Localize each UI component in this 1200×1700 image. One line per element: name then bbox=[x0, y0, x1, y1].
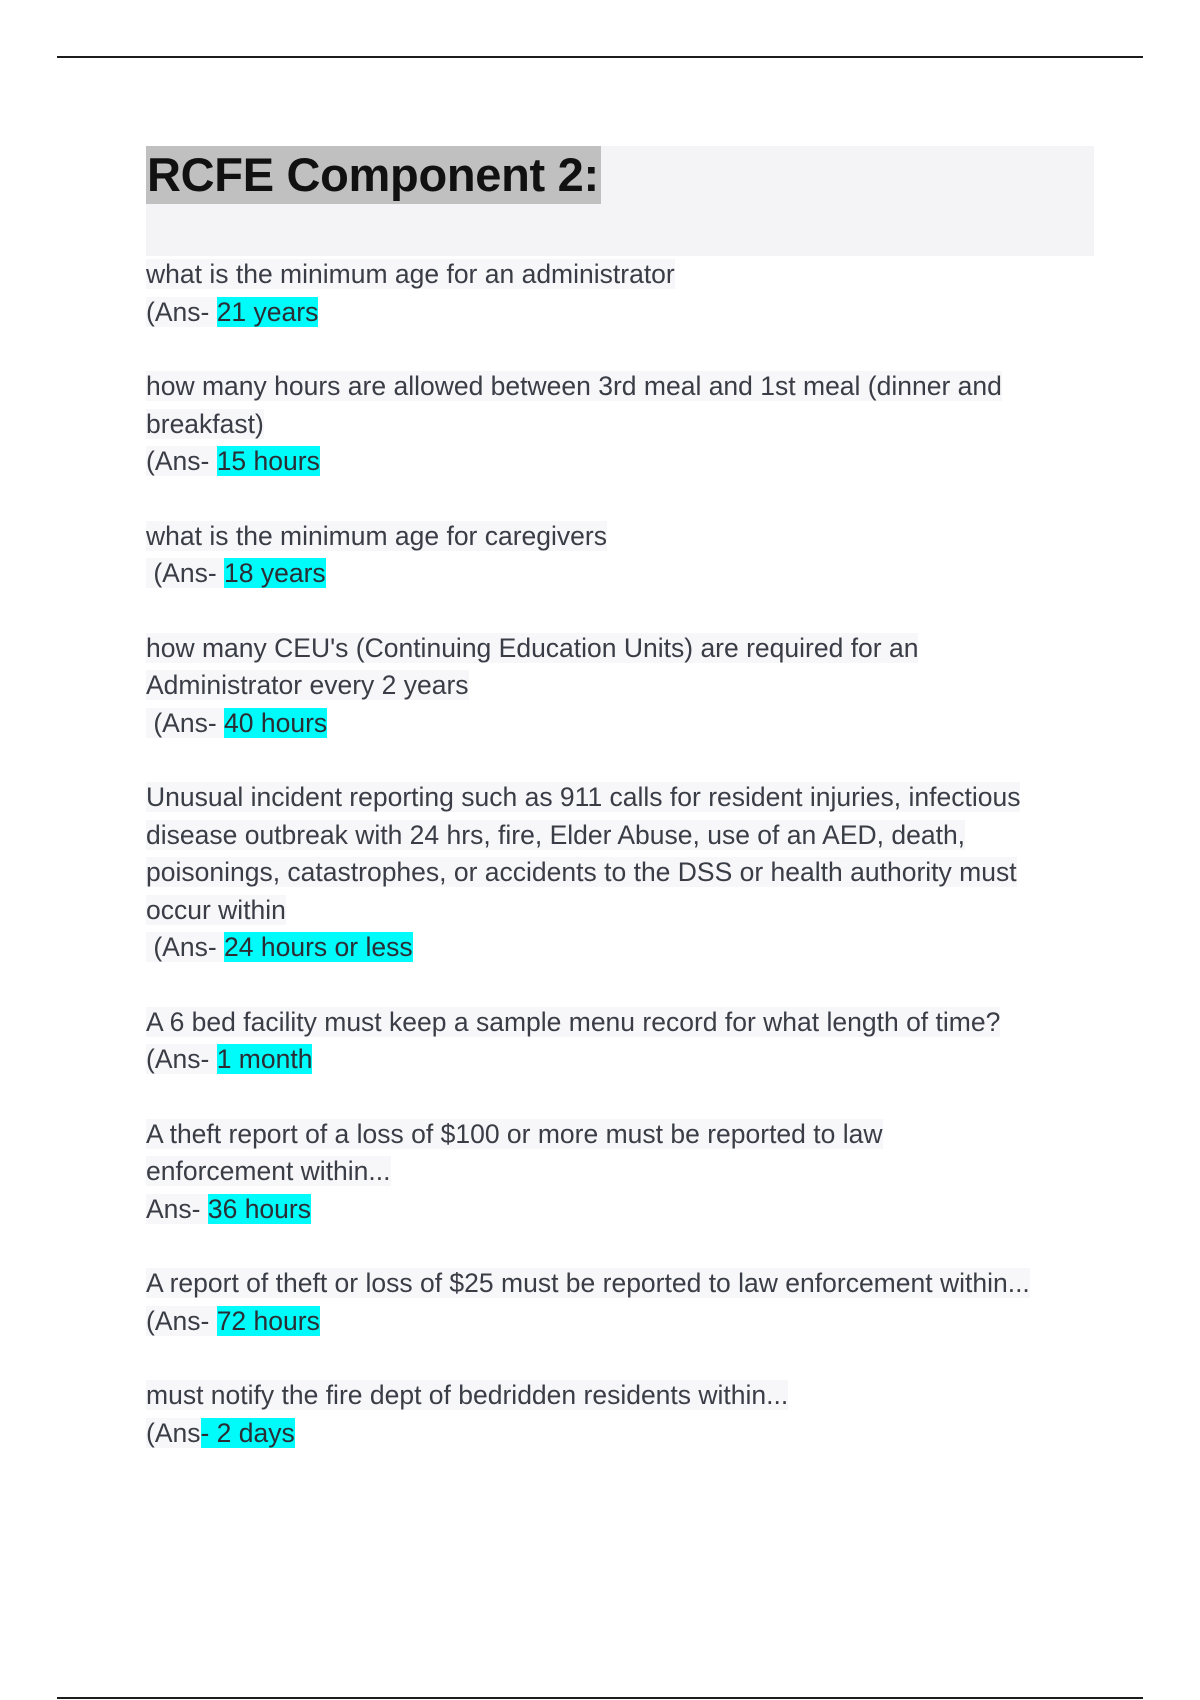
document-body bbox=[146, 146, 1096, 1452]
answer-highlight: 40 hours bbox=[224, 707, 328, 738]
question-text: A report of theft or loss of $25 must be reported to law enforcement within... bbox=[146, 1268, 1030, 1298]
spacer bbox=[146, 1228, 1096, 1265]
qa-item bbox=[146, 630, 1096, 743]
question-line bbox=[146, 630, 1096, 668]
answer-highlight: 21 years bbox=[216, 296, 319, 327]
spacer bbox=[146, 967, 1096, 1004]
answer-prefix: (Ans- bbox=[146, 296, 217, 327]
answer-highlight: 36 hours bbox=[207, 1193, 311, 1224]
title-block bbox=[146, 146, 1094, 256]
answer-prefix: (Ans- bbox=[146, 446, 217, 476]
spacer bbox=[146, 1079, 1096, 1116]
question-text: Administrator every 2 years bbox=[146, 670, 469, 700]
answer-line bbox=[146, 929, 1096, 967]
question-line bbox=[146, 1004, 1096, 1042]
question-line bbox=[146, 368, 1096, 406]
spacer bbox=[146, 331, 1096, 368]
question-line bbox=[146, 892, 1096, 930]
answer-prefix: (Ans- bbox=[146, 1305, 217, 1336]
answer-line bbox=[146, 443, 1096, 481]
question-text: what is the minimum age for an administrator bbox=[146, 259, 675, 289]
question-text: breakfast) bbox=[146, 408, 264, 439]
spacer bbox=[146, 593, 1096, 630]
qa-item bbox=[146, 1116, 1096, 1229]
answer-highlight: 24 hours or less bbox=[224, 932, 413, 962]
answer-line bbox=[146, 294, 1096, 332]
question-text: disease outbreak with 24 hrs, fire, Elder Abuse, use of an AED, death, bbox=[146, 819, 966, 850]
qa-item bbox=[146, 368, 1096, 481]
answer-highlight: - 2 days bbox=[200, 1417, 295, 1448]
spacer bbox=[146, 742, 1096, 779]
question-line bbox=[146, 518, 1096, 556]
bottom-rule bbox=[57, 1697, 1143, 1699]
qa-item bbox=[146, 256, 1096, 331]
answer-prefix: (Ans- bbox=[146, 932, 225, 962]
spacer bbox=[146, 481, 1096, 518]
answer-line bbox=[146, 1191, 1096, 1229]
question-text: A theft report of a loss of $100 or more must be reported to law bbox=[146, 1118, 883, 1149]
answer-prefix: (Ans- bbox=[146, 1044, 217, 1074]
qa-item bbox=[146, 1004, 1096, 1079]
qa-item bbox=[146, 1265, 1096, 1340]
spacer bbox=[146, 1340, 1096, 1377]
answer-highlight: 1 month bbox=[216, 1044, 313, 1074]
answer-prefix: (Ans- bbox=[146, 558, 225, 588]
question-text: how many CEU's (Continuing Education Units) are required for an bbox=[146, 632, 919, 663]
question-line bbox=[146, 1377, 1096, 1415]
top-rule bbox=[57, 56, 1143, 58]
answer-highlight: 72 hours bbox=[216, 1305, 320, 1336]
answer-line bbox=[146, 1415, 1096, 1453]
question-line bbox=[146, 1116, 1096, 1154]
question-line bbox=[146, 817, 1096, 855]
qa-item bbox=[146, 779, 1096, 967]
question-text: what is the minimum age for caregivers bbox=[146, 520, 607, 551]
answer-prefix: Ans- bbox=[146, 1193, 208, 1224]
answer-line bbox=[146, 705, 1096, 743]
page-title: RCFE Component 2: bbox=[146, 146, 601, 204]
question-line bbox=[146, 854, 1096, 892]
question-line bbox=[146, 1265, 1096, 1303]
question-text: Unusual incident reporting such as 911 calls for resident injuries, infectious bbox=[146, 782, 1021, 812]
question-line bbox=[146, 406, 1096, 444]
question-text: must notify the fire dept of bedridden residents within... bbox=[146, 1380, 789, 1410]
question-text: A 6 bed facility must keep a sample menu record for what length of time? bbox=[146, 1006, 1001, 1037]
answer-line bbox=[146, 1041, 1096, 1079]
question-text: poisonings, catastrophes, or accidents to the DSS or health authority must bbox=[146, 857, 1017, 887]
question-text: occur within bbox=[146, 894, 286, 925]
question-line bbox=[146, 779, 1096, 817]
answer-prefix: (Ans bbox=[146, 1417, 201, 1448]
qa-list bbox=[146, 256, 1096, 1452]
answer-line bbox=[146, 555, 1096, 593]
answer-prefix: (Ans- bbox=[146, 707, 225, 738]
qa-item bbox=[146, 1377, 1096, 1452]
question-line bbox=[146, 667, 1096, 705]
qa-item bbox=[146, 518, 1096, 593]
question-text: how many hours are allowed between 3rd meal and 1st meal (dinner and bbox=[146, 371, 1002, 401]
question-text: enforcement within... bbox=[146, 1156, 391, 1186]
answer-highlight: 18 years bbox=[224, 558, 326, 588]
answer-line bbox=[146, 1303, 1096, 1341]
question-line bbox=[146, 256, 1096, 294]
answer-highlight: 15 hours bbox=[216, 446, 320, 476]
question-line bbox=[146, 1153, 1096, 1191]
